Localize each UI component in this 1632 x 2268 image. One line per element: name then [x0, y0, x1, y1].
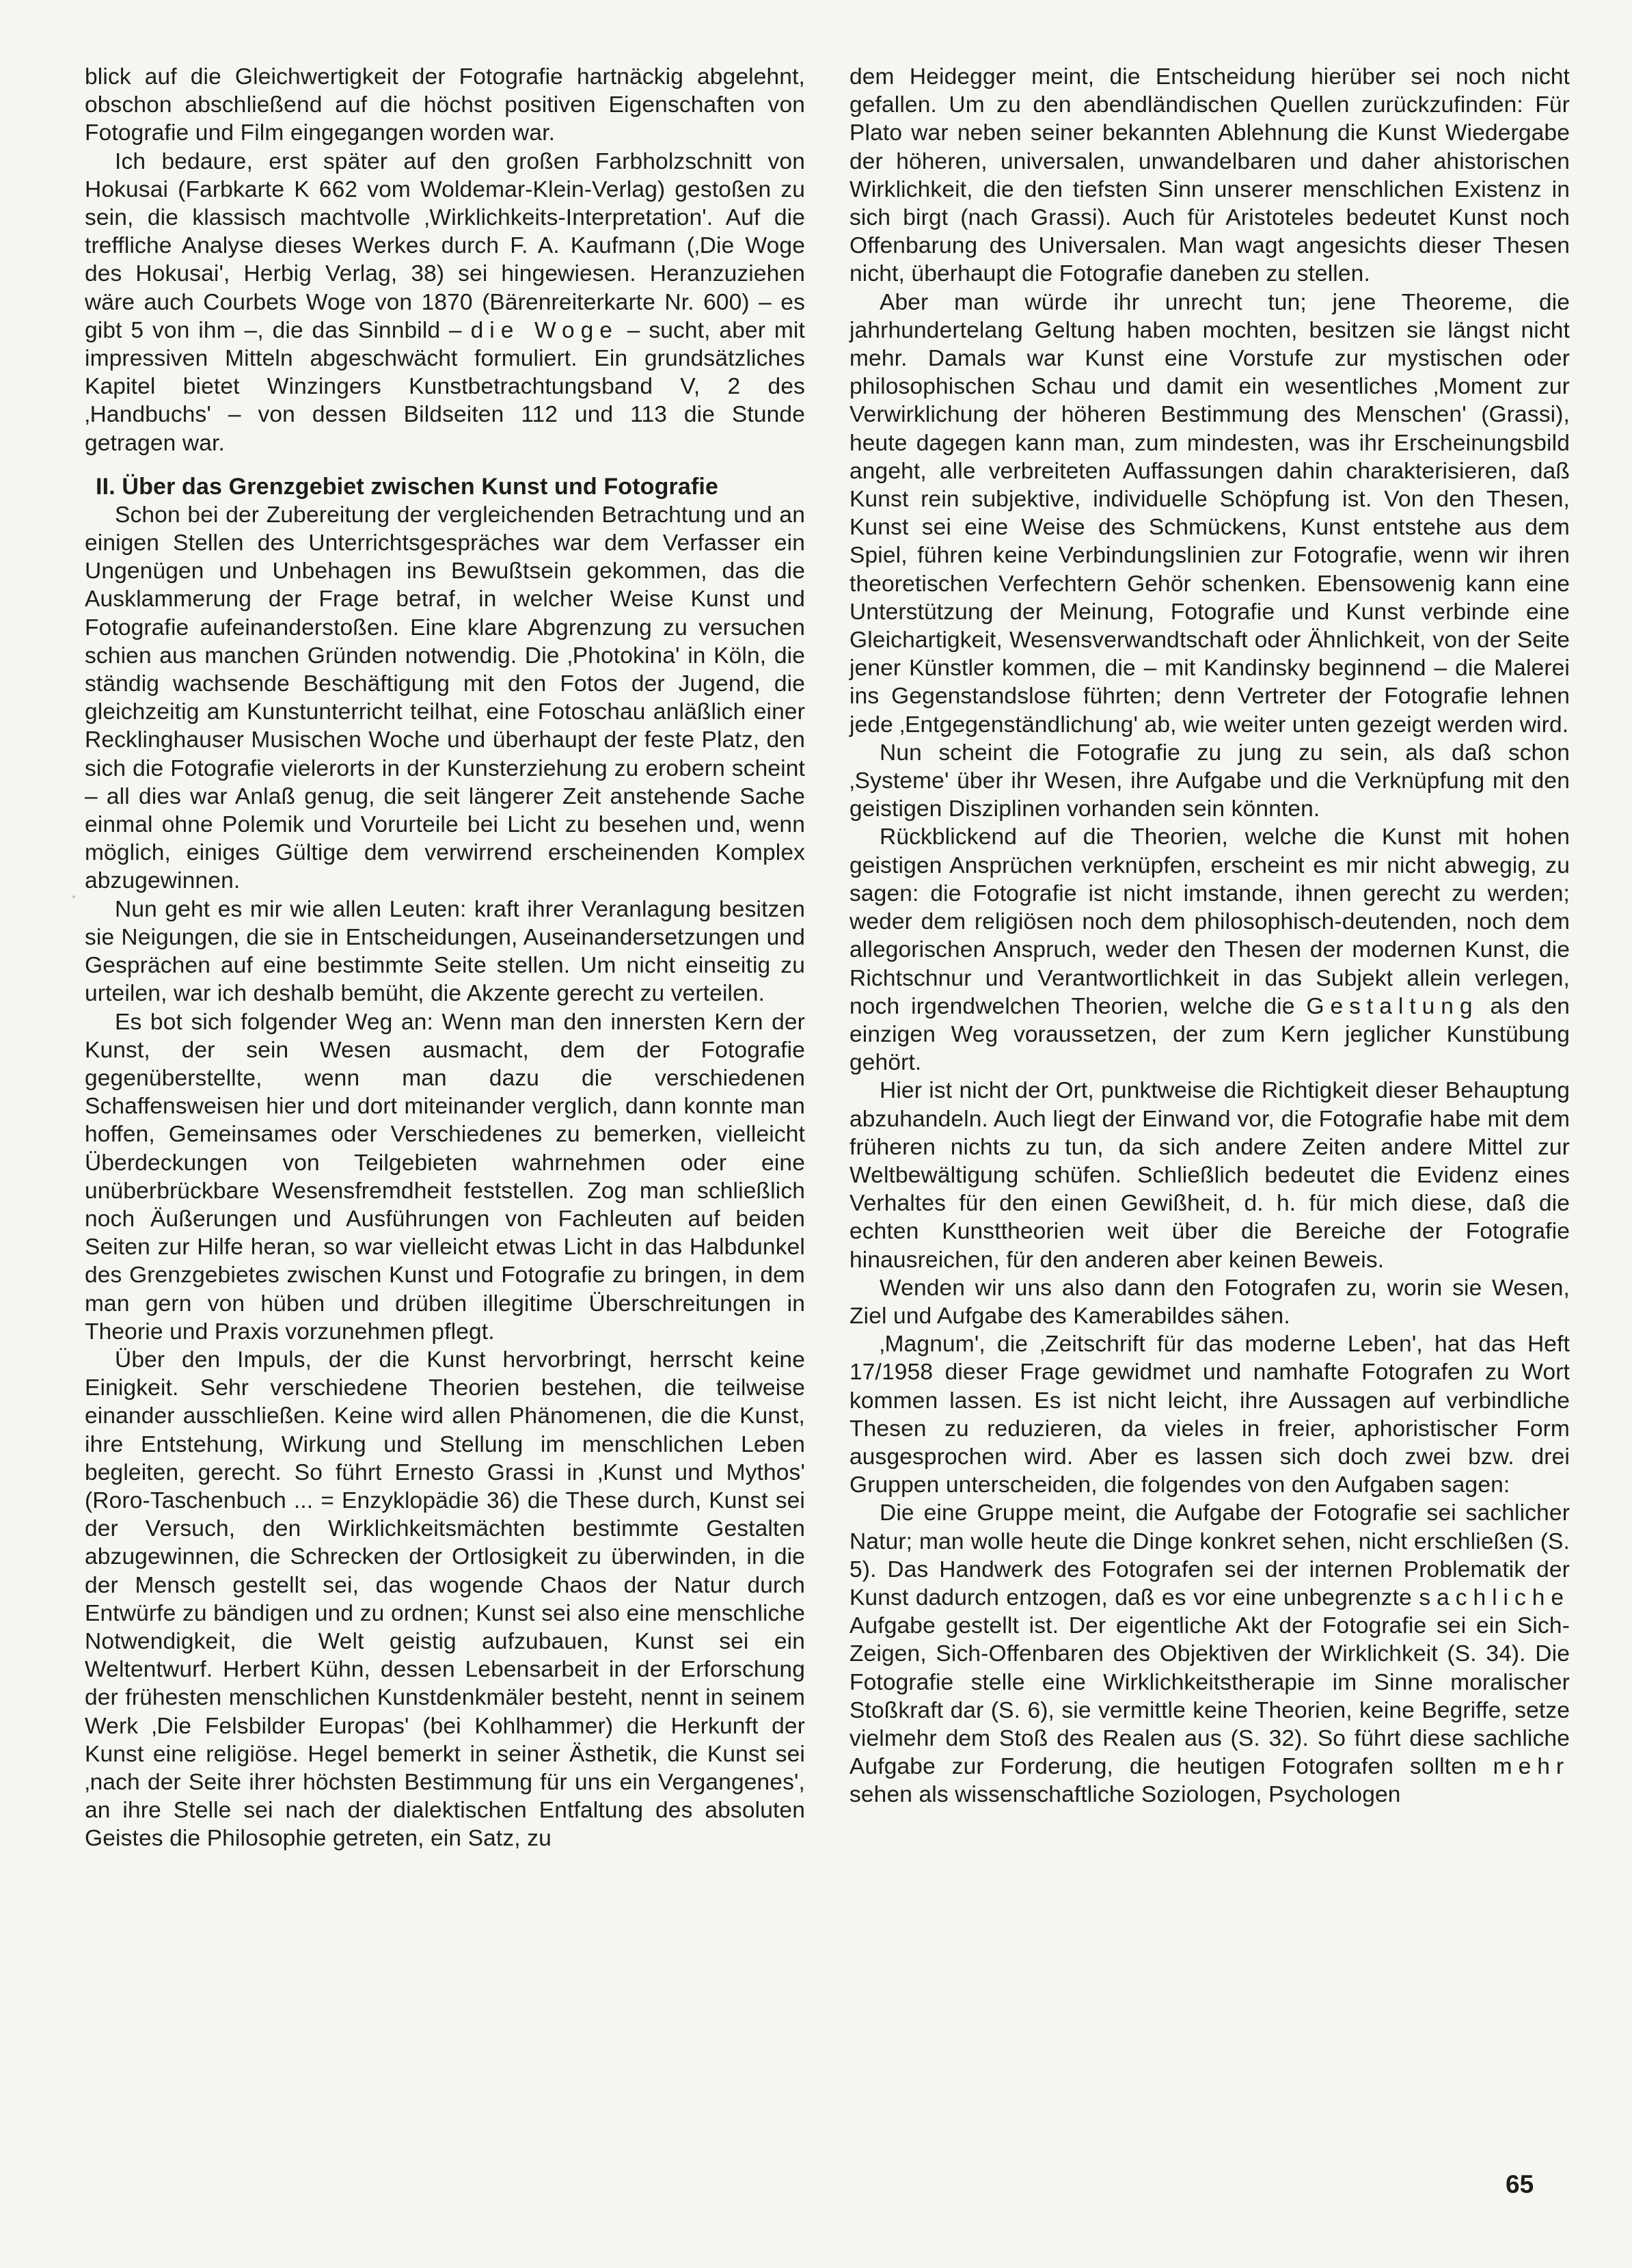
paragraph-theories — [849, 823, 1570, 1077]
paragraph: Aber man würde ihr unrecht tun; jene Theoreme, die jahrhundertelang Geltung haben mochten, besitzen sie längst nicht mehr. Damals war Kunst eine Vorstufe zur mystischen oder philosophischen Schau und damit ein wesentliches ‚Moment zur Verwirklichung der höheren Bestimmung des Menschen' (Grassi), heute dagegen kann man, zum mindesten, was ihr Erscheinungsbild angeht, alle verbreiteten Auffassungen dahin charakterisieren, daß Kunst rein subjektive, individuelle Schöpfung ist. Von den Thesen, Kunst sei eine Weise des Schmückens, Kunst entstehe aus dem Spiel, führen keine Verbindungslinien zur Fotografie, wenn wir ihren theoretischen Verfechtern Gehör schenken. Ebensowenig kann eine Unterstützung der Meinung, Fotografie und Kunst verbinde eine Gleichartigkeit, Wesensverwandtschaft oder Ähnlichkeit, von der Seite jener Künstler kommen, die – mit Kandinsky beginnend – die Malerei ins Gegenstandslose führten; denn Vertreter der Fotografie lehnen jede ‚Entgegenständlichung' ab, wie weiter unten gezeigt werden wird. — [849, 289, 1570, 738]
paragraph-continued: dem Heidegger meint, die Entscheidung hierüber sei noch nicht gefallen. Um zu den abendländischen Quellen zurückzufinden: Für Plato war neben seiner bekannten Ablehnung die Kunst Wiedergabe der höheren, universalen, unwandelbaren und daher ahistorischen Wirklichkeit, die den tiefsten Sinn unserer menschlichen Existenz in sich birgt (nach Grassi). Auch für Aristoteles bedeutet Kunst noch Offenbarung des Universalen. Man wagt angesichts dieser Thesen nicht, überhaupt die Fotografie daneben zu stellen. — [849, 64, 1570, 287]
paragraph-continued: blick auf die Gleichwertigkeit der Fotografie hartnäckig abgelehnt, obschon abschließend auf die höchst positiven Eigenschaften von Fotografie und Film eingegangen worden war. — [85, 64, 805, 146]
paragraph: ‚Magnum', die ‚Zeitschrift für das moderne Leben', hat das Heft 17/1958 dieser Frage gewidmet und namhafte Fotografen zu Wort kommen lassen. Es ist nicht leicht, ihre Aussagen auf verbindliche Thesen zu reduzieren, da vieles in freier, aphoristischer Form ausgesprochen wird. Aber es lassen sich doch zwei bzw. drei Gruppen unterscheiden, die folgendes von den Aufgaben sagen: — [849, 1332, 1570, 1498]
paragraph: Hier ist nicht der Ort, punktweise die Richtigkeit dieser Behauptung abzuhandeln. Auch liegt der Einwand vor, die Fotografie habe mit dem früheren nichts zu tun, da sich andere Zeiten andere Mittel zur Weltbewältigung schüfen. Schließlich bedeutet die Evidenz eines Verhaltes für den einen Gewißheit, d. h. für mich diese, daß die echten Kunsttheorien weit über die Bereiche der Fotografie hinausreichen, für den anderen aber keinen Beweis. — [849, 1078, 1570, 1273]
paragraph: Es bot sich folgender Weg an: Wenn man den innersten Kern der Kunst, der sein Wesen ausmacht, dem der Fotografie gegenüberstellte, wenn man dazu die verschiedenen Schaffensweisen hier und dort miteinander verglich, dann konnte man hoffen, Gemeinsames oder Verschiedenes zu bemerken, vielleicht Überdeckungen von Teilgebieten wahrnehmen oder eine unüberbrückbare Wesensfremdheit feststellen. Zog man schließlich noch Äußerungen und Ausführungen von Fachleuten auf beiden Seiten zur Hilfe heran, so war vielleicht etwas Licht in das Halbdunkel des Grenzgebietes zwischen Kunst und Fotografie zu bringen, in dem man gern von hüben und drüben illegitime Überschreitungen in Theorie und Praxis vorzunehmen pflegt. — [85, 1009, 805, 1345]
paragraph-text: als den einzigen Weg voraussetzen, der zum Kern jeglicher Kunstübung gehört. — [849, 993, 1570, 1076]
paragraph-text: Die eine Gruppe meint, die Aufgabe der Fotografie sei sachlicher Natur; man wolle heute die Dinge konkret sehen, nicht erschließen (S. 5). Das Handwerk des Fotografen sei der internen Problematik der Kunst dadurch entzogen, daß es vor eine unbegrenzte — [849, 1500, 1570, 1610]
emphasized-text: mehr — [1493, 1754, 1570, 1780]
paragraph: Nun scheint die Fotografie zu jung zu sein, als daß schon ‚Systeme' über ihr Wesen, ihre Aufgabe und die Verknüpfung mit den geistigen Disziplinen vorhanden sein könnten. — [849, 740, 1570, 822]
emphasized-text: Gestaltung — [1306, 993, 1479, 1019]
paragraph-group — [849, 1499, 1570, 1809]
scan-speck — [72, 895, 75, 898]
paragraph-text: – sucht, aber mit impressiven Mitteln abgeschwächt formuliert. Ein grundsätzliches Kapitel bietet Winzingers Kunstbetrachtungsband V, 2 des ‚Handbuchs' – von dessen Bildseiten 112 und 113 die Stunde getragen war. — [85, 317, 805, 456]
paragraph: Nun geht es mir wie allen Leuten: kraft ihrer Veranlagung besitzen sie Neigungen, die sie in Entscheidungen, Auseinandersetzungen und Gesprächen auf eine bestimmte Seite stellen. Um nicht einseitig zu urteilen, war ich deshalb bemüht, die Akzente gerecht zu verteilen. — [85, 896, 805, 1007]
paragraph-text: Aufgabe gestellt ist. Der eigentliche Akt der Fotografie sei ein Sich-Zeigen, Sich-Offenbaren des Objektiven der Wirklichkeit (S. 34). Die Fotografie stelle eine Wirklichkeitstherapie im Sinne moralischer Stoßkraft dar (S. 6), sie vermittle keine Theorien, keine Begriffe, setze vielmehr dem Stoß des Realen aus (S. 32). So führt diese sachliche Aufgabe zur Forderung, die heutigen Fotografen sollten — [849, 1613, 1570, 1780]
section-heading: II. Über das Grenzgebiet zwischen Kunst und Fotografie — [96, 473, 719, 500]
paragraph: Über den Impuls, der die Kunst hervorbringt, herrscht keine Einigkeit. Sehr verschiedene Theorien bestehen, die teilweise einander ausschließen. Keine wird allen Phänomenen, die die Kunst, ihre Entstehung, Wirkung und Stellung im menschlichen Leben begleiten, gerecht. So führt Ernesto Grassi in ‚Kunst und Mythos' (Roro-Taschenbuch ... = Enzyklopädie 36) die These durch, Kunst sei der Versuch, den Wirklichkeitsmächten bestimmte Gestalten abzugewinnen, die Schrecken der Ortlosigkeit zu überwinden, in die der Mensch gestellt sei, das wogende Chaos der Natur durch Entwürfe zu bändigen und zu ordnen; Kunst sei also eine menschliche Notwendigkeit, die Welt geistig aufzubauen, Kunst sei ein Weltentwurf. Herbert Kühn, dessen Lebensarbeit in der Erforschung der frühesten menschlichen Kunstdenkmäler besteht, nennt in seinem Werk ‚Die Felsbilder Europas' (bei Kohlhammer) die Herkunft der Kunst eine religiöse. Hegel bemerkt in seiner Ästhetik, die Kunst sei ‚nach der Seite ihrer höchsten Bestimmung für uns ein Vergangenes', an ihre Stelle sei nach der dialektischen Entfaltung des absoluten Geistes die Philosophie getreten, ein Satz, zu — [85, 1347, 805, 1852]
paragraph-text: Rückblickend auf die Theorien, welche die Kunst mit hohen geistigen Ansprüchen verknüpfen, erscheint es mir nicht abwegig, zu sagen: die Fotografie ist nicht imstande, ihnen gerecht zu werden; weder dem religiösen noch dem philosophisch-deutenden, noch dem allegorischen Anspruch, weder den Thesen der modernen Kunst, die Richtschnur und Verantwortlichkeit in das Subjekt allein verlegen, noch irgendwelchen Theorien, welche die — [849, 824, 1570, 1019]
right-column — [849, 63, 1570, 1809]
paragraph-text: sehen als wissenschaftliche Soziologen, Psychologen — [849, 1782, 1401, 1808]
paragraph-hokusai — [85, 148, 805, 457]
paragraph: Wenden wir uns also dann den Fotografen zu, worin sie Wesen, Ziel und Aufgabe des Kamerabildes sähen. — [849, 1275, 1570, 1329]
paragraph: Schon bei der Zubereitung der vergleichenden Betrachtung und an einigen Stellen des Unterrichtsgespräches war dem Verfasser ein Ungenügen und Unbehagen ins Bewußtsein gekommen, das die Ausklammerung der Frage betraf, in welcher Weise Kunst und Fotografie aufeinanderstoßen. Eine klare Abgrenzung zu versuchen schien aus manchen Gründen notwendig. Die ‚Photokina' in Köln, die ständig wachsende Beschäftigung mit den Fotos der Jugend, die gleichzeitig am Kunstunterricht teilhat, eine Fotoschau anläßlich einer Recklinghauser Musischen Woche und überhaupt der feste Platz, den sich die Fotografie vielerorts in der Kunsterziehung zu erobern scheint – all dies war Anlaß genug, die seit längerer Zeit anstehende Sache einmal ohne Polemik und Vorurteile bei Licht zu besehen und, wenn möglich, einiges Gültige dem verwirrend erscheinenden Komplex abzugewinnen. — [85, 502, 805, 894]
left-column — [85, 63, 805, 1853]
paragraph-text: Ich bedaure, erst später auf den großen Farbholzschnitt von Hokusai (Farbkarte K 662 vom Woldemar-Klein-Verlag) gestoßen zu sein, die klassisch machtvolle ‚Wirklichkeits-Interpretation'. Auf die treffliche Analyse dieses Werkes durch F. A. Kaufmann (‚Die Woge des Hokusai', Herbig Verlag, 38) sei hingewiesen. Heranzuziehen wäre auch Courbets Woge von 1870 (Bärenreiterkarte Nr. 600) – es gibt 5 von ihm –, die das Sinnbild – — [85, 148, 805, 343]
emphasized-text: sachliche — [1419, 1584, 1570, 1610]
emphasized-text: die Woge — [470, 317, 618, 343]
page-number: 65 — [1506, 2170, 1534, 2198]
